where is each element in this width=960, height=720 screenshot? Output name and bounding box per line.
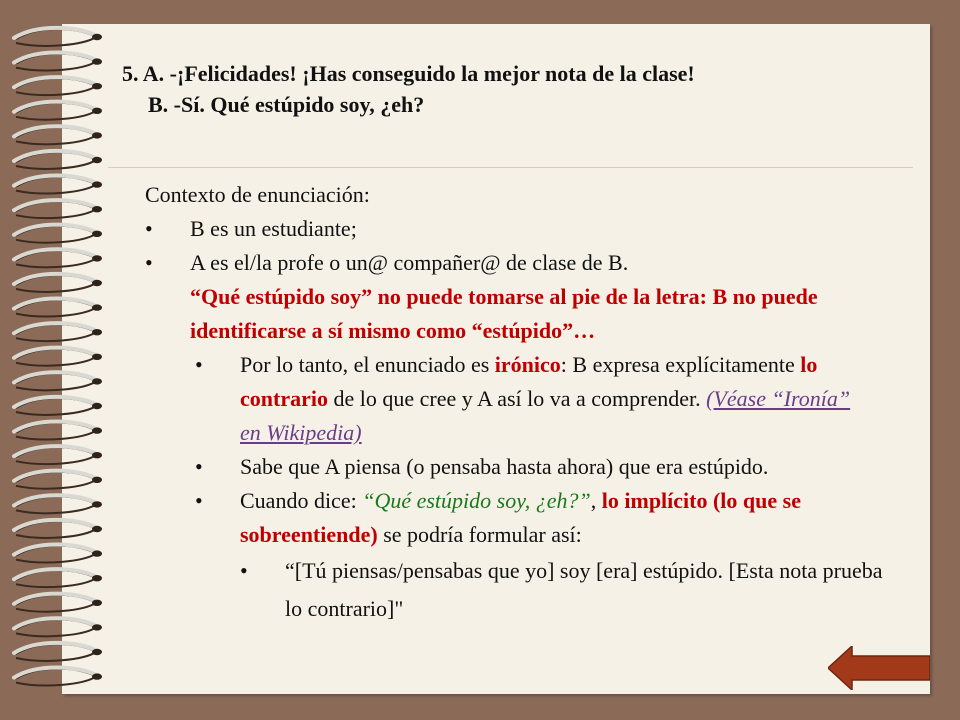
binding-ring xyxy=(14,569,102,587)
binding-ring xyxy=(14,52,102,70)
binding-ring xyxy=(14,249,102,267)
binding-ring xyxy=(14,348,102,366)
bullet: • xyxy=(195,488,203,513)
quoted-utterance: “Qué estúpido soy, ¿eh?” xyxy=(362,488,591,513)
slide-body xyxy=(145,178,915,628)
bullet: • xyxy=(195,454,203,479)
binding-ring xyxy=(14,298,102,316)
text: de lo que cree y A así lo va a comprender. xyxy=(327,386,707,411)
emphasis-ironico: irónico xyxy=(494,352,561,377)
list-item xyxy=(145,348,875,450)
binding-ring xyxy=(14,151,102,169)
emphasis-implicito: lo implícito (lo que se sobreentiende) xyxy=(240,488,801,547)
binding-ring xyxy=(14,643,102,661)
back-arrow-icon[interactable] xyxy=(828,646,930,690)
bullet-text: B es un estudiante; xyxy=(190,216,357,241)
binding-ring xyxy=(14,495,102,513)
text: Por lo tanto, el enunciado es xyxy=(240,352,495,377)
highlight-text: “Qué estúpido soy” no puede tomarse al pie de la letra: B no puede identificarse a sí mismo como “estúpido”… xyxy=(190,284,818,343)
title-line-a: 5. A. -¡Felicidades! ¡Has conseguido la mejor nota de la clase! xyxy=(122,61,695,86)
spiral-binding-icon xyxy=(0,0,120,720)
binding-ring xyxy=(14,28,102,46)
list-item xyxy=(145,246,915,280)
context-heading: Contexto de enunciación: xyxy=(145,182,370,207)
bullet: • xyxy=(145,250,153,275)
binding-ring xyxy=(14,372,102,390)
bullet: • xyxy=(240,558,248,583)
bullet-text: A es el/la profe o un@ compañer@ de clase de B. xyxy=(190,250,629,275)
binding-ring xyxy=(14,102,102,120)
wikipedia-link[interactable]: (Véase “Ironía” en Wikipedia) xyxy=(240,386,851,445)
binding-ring xyxy=(14,274,102,292)
bullet: • xyxy=(195,352,203,377)
text: Cuando dice: xyxy=(240,488,363,513)
binding-ring xyxy=(14,323,102,341)
slide-title xyxy=(122,58,695,120)
binding-ring xyxy=(14,594,102,612)
list-item xyxy=(145,450,875,484)
text: : B expresa explícitamente xyxy=(560,352,801,377)
binding-ring xyxy=(14,397,102,415)
bullet-text: “[Tú piensas/pensabas que yo] soy [era] estúpido. [Esta nota prueba lo contrario]" xyxy=(285,558,883,621)
binding-ring xyxy=(14,618,102,636)
binding-ring xyxy=(14,520,102,538)
bullet: • xyxy=(145,216,153,241)
binding-ring xyxy=(14,446,102,464)
binding-ring xyxy=(14,421,102,439)
text: , xyxy=(590,488,602,513)
binding-ring xyxy=(14,77,102,95)
binding-ring xyxy=(14,225,102,243)
list-item xyxy=(145,484,875,552)
binding-ring xyxy=(14,471,102,489)
list-item xyxy=(145,212,915,246)
title-line-b: B. -Sí. Qué estúpido soy, ¿eh? xyxy=(148,92,425,117)
text: se podría formular así: xyxy=(377,522,582,547)
list-item xyxy=(145,552,885,628)
binding-ring xyxy=(14,200,102,218)
binding-ring xyxy=(14,667,102,685)
emphasis-lo-contrario: lo contrario xyxy=(240,352,818,411)
title-divider xyxy=(108,167,913,168)
binding-ring xyxy=(14,544,102,562)
bullet-text: Sabe que A piensa (o pensaba hasta ahora) que era estúpido. xyxy=(240,454,769,479)
binding-ring xyxy=(14,175,102,193)
binding-ring xyxy=(14,126,102,144)
